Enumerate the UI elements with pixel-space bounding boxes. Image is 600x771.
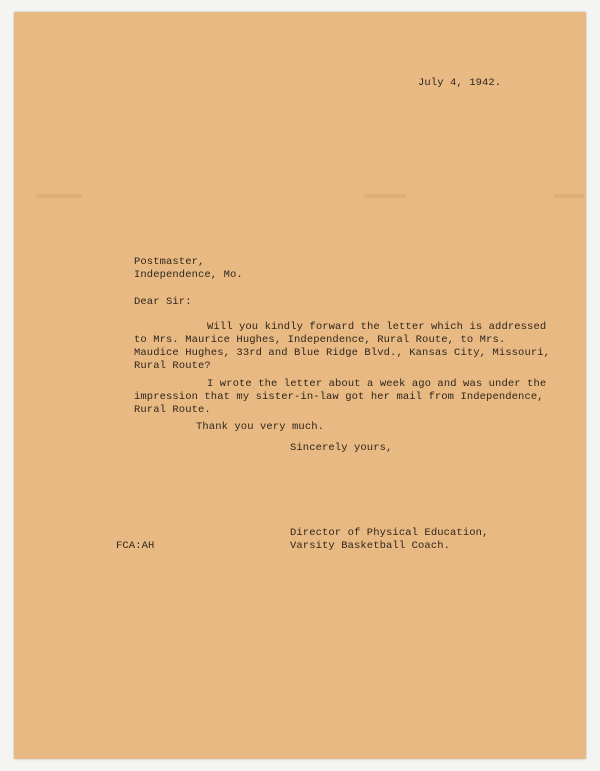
bleed-through-mark	[364, 194, 406, 198]
letter-page	[14, 12, 586, 759]
paragraph-3: Thank you very much.	[196, 421, 325, 433]
paragraph-1-line-4: Rural Route?	[134, 360, 211, 372]
salutation: Dear Sir:	[134, 296, 192, 308]
recipient-line-1: Postmaster,	[134, 256, 205, 268]
reference-initials: FCA:AH	[116, 540, 155, 552]
bleed-through-mark	[554, 194, 584, 198]
paragraph-2-line-3: Rural Route.	[134, 404, 211, 416]
paragraph-1-line-3: Maudice Hughes, 33rd and Blue Ridge Blvd., Kansas City, Missouri,	[134, 347, 551, 359]
recipient-line-2: Independence, Mo.	[134, 269, 243, 281]
closing: Sincerely yours,	[290, 442, 393, 454]
paragraph-1-line-2: to Mrs. Maurice Hughes, Independence, Rural Route, to Mrs.	[134, 334, 506, 346]
letter-date: July 4, 1942.	[418, 77, 502, 89]
paragraph-1-line-1: Will you kindly forward the letter which is addressed	[207, 321, 547, 333]
paragraph-2-line-2: impression that my sister-in-law got her mail from Independence,	[134, 391, 544, 403]
signature-title-line-2: Varsity Basketball Coach.	[290, 540, 451, 552]
bleed-through-mark	[36, 194, 82, 198]
signature-title-line-1: Director of Physical Education,	[290, 527, 489, 539]
paragraph-2-line-1: I wrote the letter about a week ago and was under the	[207, 378, 547, 390]
